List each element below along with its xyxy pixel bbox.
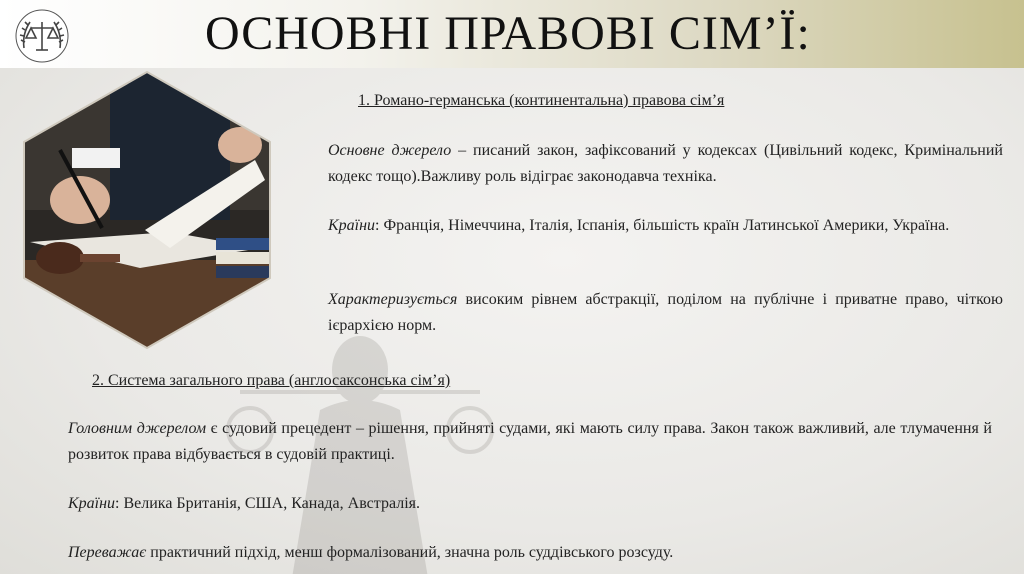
section2-source-label: Головним джерелом: [68, 420, 207, 437]
section2-paragraph-countries: [68, 491, 992, 517]
section2-countries-text: : Велика Британія, США, Канада, Австралія.: [115, 495, 420, 512]
section1-characteristics-label: Характеризується: [328, 291, 458, 308]
section2-countries-label: Країни: [68, 495, 116, 512]
section1-countries-label: Країни: [328, 217, 376, 234]
section1-paragraph-countries: [328, 213, 1003, 239]
section2-paragraph-approach: [68, 540, 992, 566]
section1-heading: 1. Романо-германська (континентальна) правова сім’я: [358, 92, 725, 109]
section2-heading: 2. Система загального права (англосаксонська сім’я): [92, 372, 451, 389]
section2-source-text: є судовий прецедент – рішення, прийняті судами, які мають силу права. Закон також важливий, але тлумачення й розвиток права відбувається в судовій практиці.: [68, 420, 992, 463]
section1-source-label: Основне джерело: [328, 142, 452, 159]
section1-source-text: – писаний закон, зафіксований у кодексах (Цивільний кодекс, Кримінальний кодекс тощо).Важливу роль відіграє законодавча техніка.: [328, 142, 1003, 185]
section1-paragraph-source: [328, 138, 1003, 190]
page-title: ОСНОВНІ ПРАВОВІ СІМ’Ї:: [205, 7, 811, 60]
section1-characteristics-text: високим рівнем абстракції, поділом на публічне і приватне право, чіткою ієрархією норм.: [328, 291, 1003, 334]
section1-paragraph-characteristics: [328, 287, 1003, 339]
scales-of-justice-icon: [14, 8, 70, 64]
section1-countries-text: : Франція, Німеччина, Італія, Іспанія, більшість країн Латинської Америки, Україна.: [375, 217, 950, 234]
section2-approach-text: практичний підхід, менш формалізований, значна роль суддівського розсуду.: [146, 544, 674, 561]
section2-approach-label: Переважає: [68, 544, 147, 561]
section2-paragraph-source: [68, 416, 992, 468]
signing-document-photo: [20, 70, 274, 350]
